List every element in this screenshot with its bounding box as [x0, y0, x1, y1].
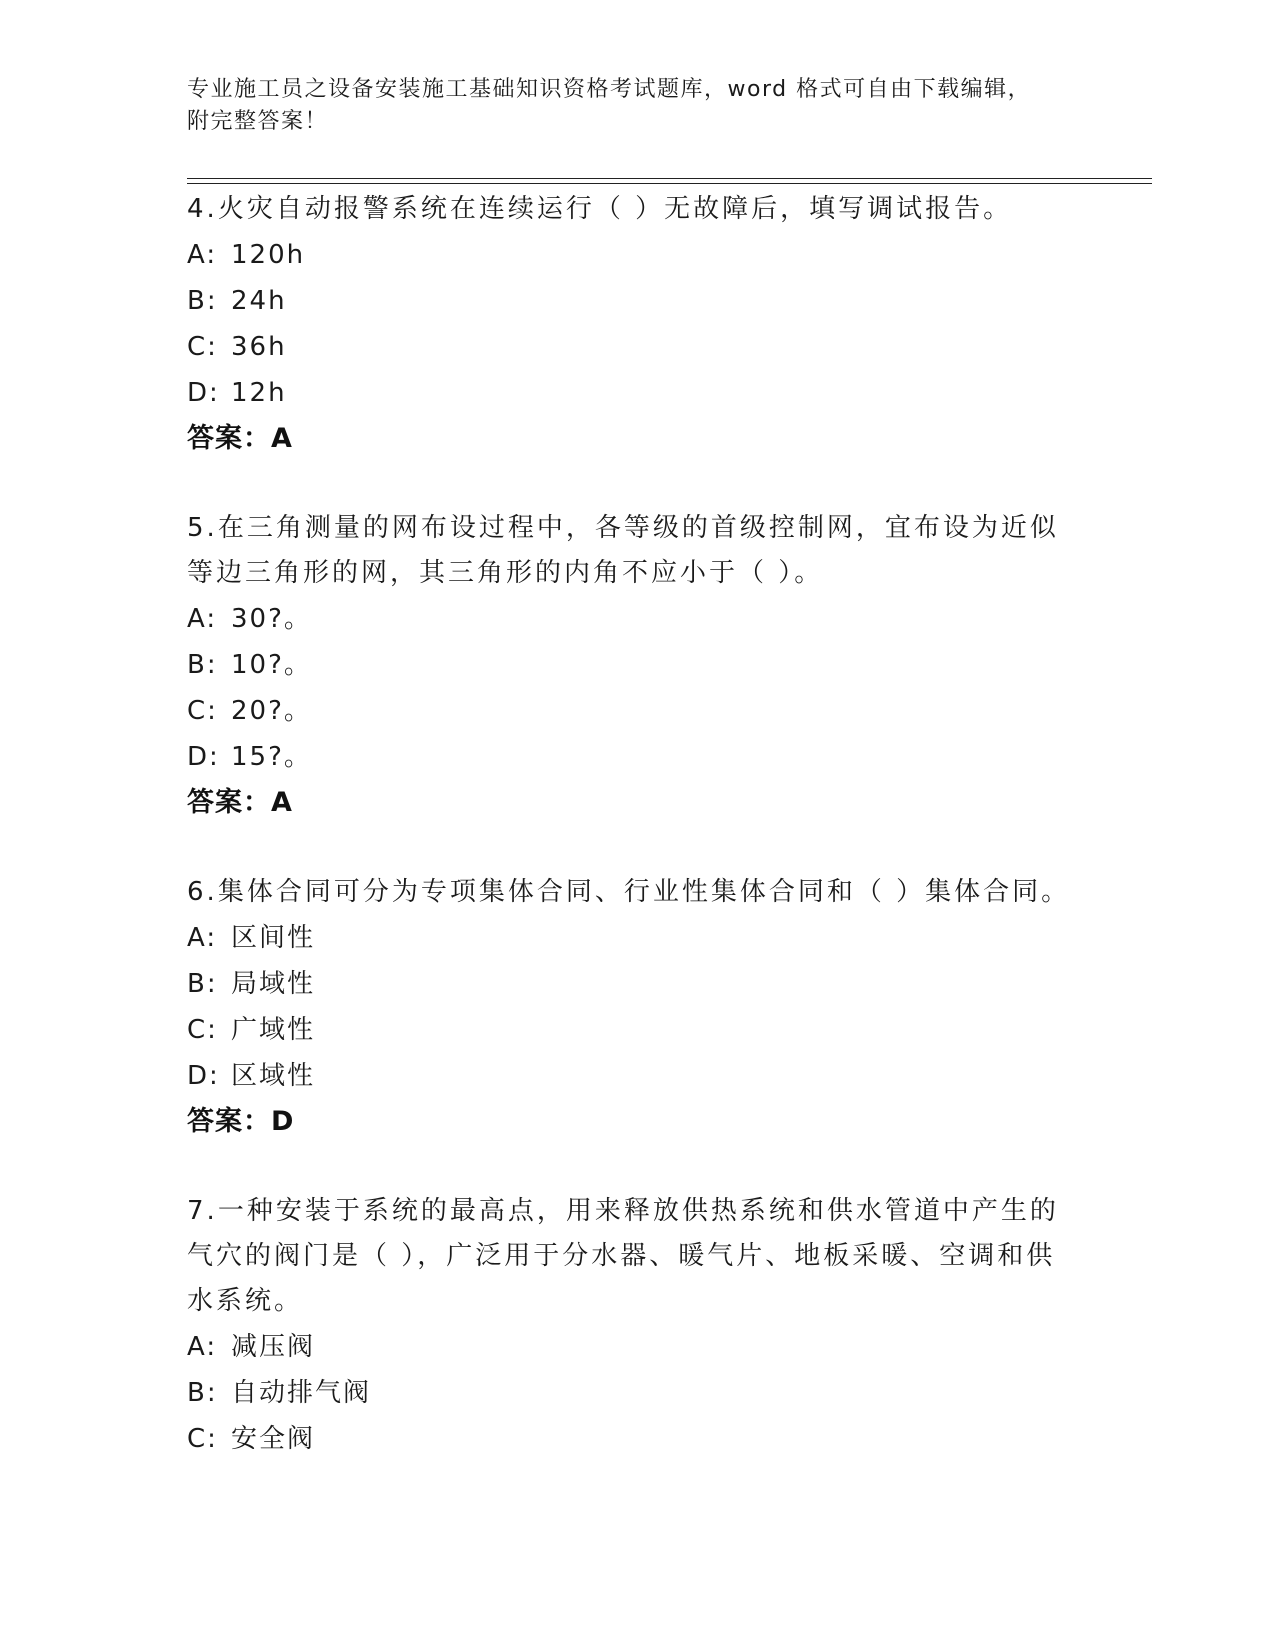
option-d — [187, 1053, 1087, 1099]
option-c — [187, 324, 1087, 370]
option-letter: B: — [187, 1378, 218, 1408]
option-c — [187, 1007, 1087, 1053]
answer-line — [187, 780, 1087, 826]
option-letter: D: — [187, 1061, 220, 1091]
question-line: 在三角测量的网布设过程中，各等级的首级控制网，宜布设为近似 — [217, 513, 1059, 543]
header-line-2: 附完整答案！ — [187, 109, 329, 134]
question-line: 集体合同可分为专项集体合同、行业性集体合同和（ ）集体合同。 — [217, 877, 1071, 907]
option-text: 15?。 — [231, 742, 312, 772]
option-letter: A: — [187, 604, 218, 634]
option-text: 30?。 — [231, 604, 312, 634]
option-letter: C: — [187, 332, 218, 362]
header-line-1: 专业施工员之设备安装施工基础知识资格考试题库，word 格式可自由下载编辑， — [187, 77, 1032, 102]
question-list — [187, 187, 1087, 1462]
option-b — [187, 1370, 1087, 1416]
option-b — [187, 642, 1087, 688]
option-c — [187, 1416, 1087, 1462]
question-text — [187, 506, 1087, 551]
option-letter: B: — [187, 286, 218, 316]
option-letter: B: — [187, 650, 218, 680]
option-letter: D: — [187, 378, 220, 408]
option-letter: C: — [187, 1424, 218, 1454]
option-letter: A: — [187, 1332, 218, 1362]
option-text: 局域性 — [231, 969, 316, 999]
answer-line — [187, 1099, 1087, 1145]
question-text-continued: 水系统。 — [187, 1286, 304, 1316]
option-text: 36h — [231, 332, 287, 362]
question-text — [187, 187, 1087, 232]
option-a — [187, 232, 1087, 278]
option-a — [187, 596, 1087, 642]
option-a — [187, 915, 1087, 961]
header-divider-bottom — [187, 183, 1152, 184]
document-header — [187, 74, 1087, 138]
question-number: 6. — [187, 877, 218, 907]
option-text: 安全阀 — [231, 1424, 316, 1454]
option-text: 12h — [231, 378, 287, 408]
answer-label: 答案： — [187, 1106, 271, 1137]
option-text: 区间性 — [231, 923, 316, 953]
option-d — [187, 370, 1087, 416]
question-number: 5. — [187, 513, 218, 543]
option-d — [187, 734, 1087, 780]
answer-line — [187, 416, 1087, 462]
option-letter: A: — [187, 923, 218, 953]
question-text-continued: 等边三角形的网，其三角形的内角不应小于（ ）。 — [187, 558, 824, 588]
question-line: 一种安装于系统的最高点，用来释放供热系统和供水管道中产生的 — [217, 1196, 1059, 1226]
option-letter: A: — [187, 240, 218, 270]
option-text: 区域性 — [231, 1061, 316, 1091]
question-number: 7. — [187, 1196, 218, 1226]
option-text: 减压阀 — [231, 1332, 316, 1362]
question-text — [187, 1189, 1087, 1234]
answer-value: A — [271, 423, 293, 454]
option-letter: C: — [187, 696, 218, 726]
answer-value: D — [271, 1106, 295, 1137]
option-text: 10?。 — [231, 650, 312, 680]
question-4 — [187, 187, 1087, 462]
answer-label: 答案： — [187, 787, 271, 818]
question-6 — [187, 870, 1087, 1145]
answer-value: A — [271, 787, 293, 818]
option-text: 广域性 — [231, 1015, 316, 1045]
option-text: 24h — [231, 286, 287, 316]
question-number: 4. — [187, 194, 218, 224]
option-text: 120h — [231, 240, 306, 270]
question-5 — [187, 506, 1087, 826]
option-b — [187, 961, 1087, 1007]
option-letter: D: — [187, 742, 220, 772]
question-7 — [187, 1189, 1087, 1462]
option-a — [187, 1324, 1087, 1370]
question-text-continued: 气穴的阀门是（ ），广泛用于分水器、暖气片、地板采暖、空调和供 — [187, 1241, 1056, 1271]
answer-label: 答案： — [187, 423, 271, 454]
option-c — [187, 688, 1087, 734]
option-letter: C: — [187, 1015, 218, 1045]
option-b — [187, 278, 1087, 324]
option-text: 自动排气阀 — [231, 1378, 372, 1408]
question-text — [187, 870, 1087, 915]
option-text: 20?。 — [231, 696, 312, 726]
header-divider-top — [187, 178, 1152, 179]
question-line: 火灾自动报警系统在连续运行（ ）无故障后，填写调试报告。 — [217, 194, 1013, 224]
option-letter: B: — [187, 969, 218, 999]
